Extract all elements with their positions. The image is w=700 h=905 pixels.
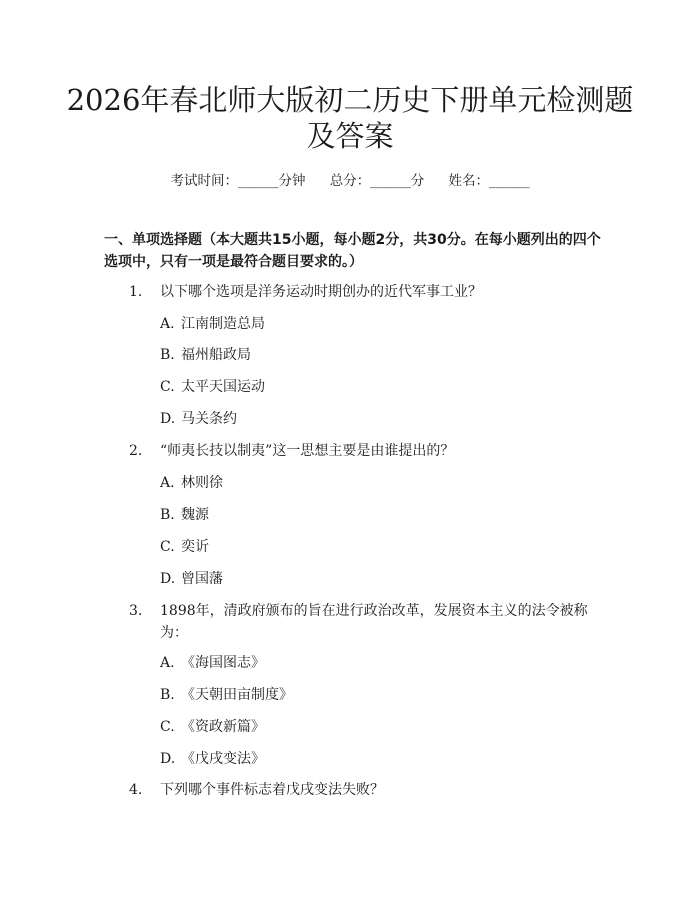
option-2c	[160, 536, 209, 558]
option-text: 太平天国运动	[181, 379, 265, 395]
option-1d	[160, 408, 237, 430]
option-text: 曾国藩	[181, 571, 223, 587]
option-letter: D.	[160, 411, 176, 427]
question-number: 4.	[129, 782, 143, 798]
option-letter: C.	[160, 719, 175, 735]
question-2	[104, 440, 604, 462]
option-text: 福州船政局	[181, 347, 251, 363]
option-3c	[160, 716, 265, 738]
option-text: 《海国图志》	[181, 655, 265, 671]
option-1a	[160, 313, 265, 335]
option-text: 《资政新篇》	[181, 719, 265, 735]
option-text: 《戊戌变法》	[181, 751, 265, 767]
option-letter: A.	[160, 475, 175, 491]
option-letter: D.	[160, 571, 176, 587]
question-4	[104, 779, 604, 801]
option-text: 江南制造总局	[181, 316, 265, 332]
document-title-line2: 及答案	[306, 119, 394, 153]
option-letter: D.	[160, 751, 176, 767]
exam-time: 考试时间：______分钟	[170, 173, 306, 189]
question-3	[104, 600, 604, 644]
option-3b	[160, 684, 293, 706]
option-text: 奕䜣	[181, 539, 209, 555]
question-number: 1.	[129, 284, 143, 300]
student-name: 姓名：______	[448, 173, 530, 189]
option-letter: C.	[160, 379, 175, 395]
option-letter: B.	[160, 347, 175, 363]
question-text: “师夷长技以制夷”这一思想主要是由谁提出的？	[160, 443, 455, 459]
exam-score: 总分：______分	[329, 173, 425, 189]
option-3a	[160, 652, 265, 674]
option-letter: A.	[160, 655, 175, 671]
option-2a	[160, 472, 223, 494]
exam-info	[0, 169, 700, 189]
question-text: 以下哪个选项是洋务运动时期创办的近代军事工业？	[160, 284, 482, 300]
question-text: 下列哪个事件标志着戊戌变法失败？	[160, 782, 384, 798]
option-1b	[160, 344, 251, 366]
question-1	[104, 281, 604, 303]
question-number: 3.	[129, 603, 143, 619]
option-1c	[160, 376, 265, 398]
option-text: 魏源	[181, 507, 209, 523]
option-2b	[160, 504, 209, 526]
document-title: 2026年春北师大版初二历史下册单元检测题	[66, 83, 634, 117]
option-text: 《天朝田亩制度》	[181, 687, 293, 703]
option-letter: B.	[160, 507, 175, 523]
option-3d	[160, 748, 265, 770]
question-number: 2.	[129, 443, 143, 459]
section-heading: 一、单项选择题（本大题共15小题，每小题2分，共30分。在每小题列出的四个选项中，只有一项是最符合题目要求的。）	[104, 232, 601, 270]
option-2d	[160, 568, 223, 590]
option-letter: A.	[160, 316, 175, 332]
option-letter: B.	[160, 687, 175, 703]
option-text: 马关条约	[181, 411, 237, 427]
question-text: 1898年，清政府颁布的旨在进行政治改革，发展资本主义的法令被称为：	[160, 603, 588, 641]
option-letter: C.	[160, 539, 175, 555]
option-text: 林则徐	[181, 475, 223, 491]
